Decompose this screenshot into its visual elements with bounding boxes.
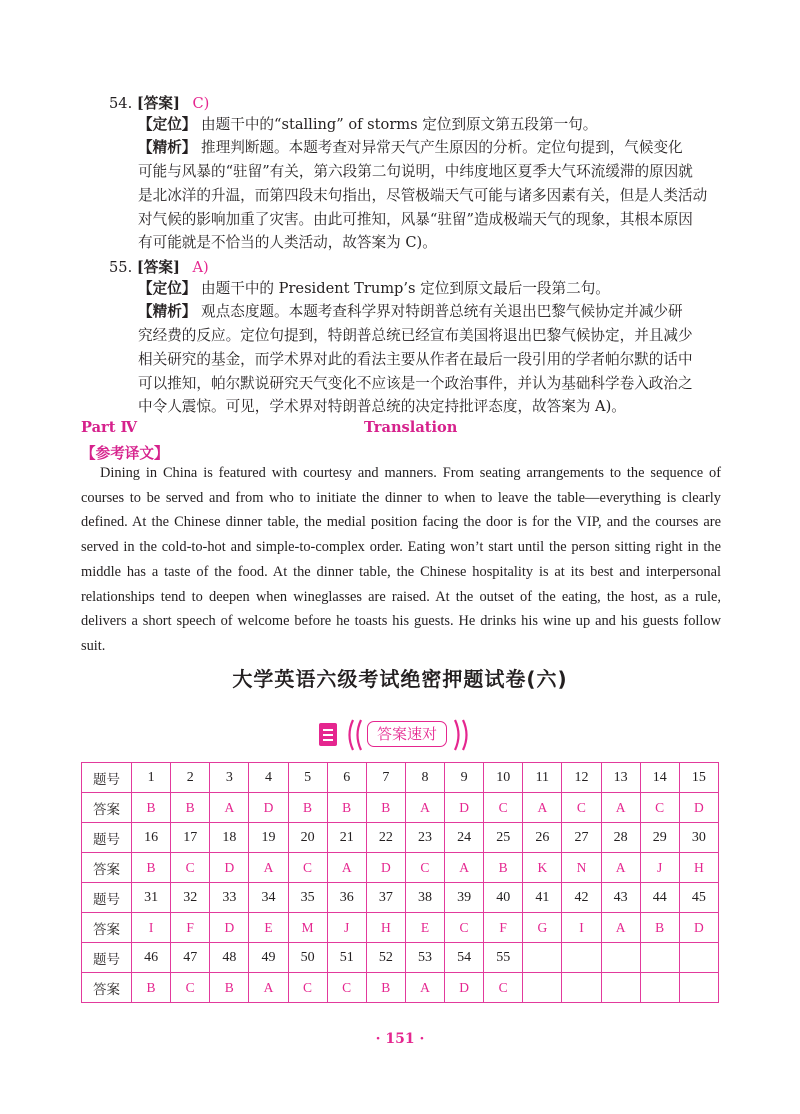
answer-cell: B bbox=[132, 793, 171, 823]
question-number-cell: 36 bbox=[327, 883, 366, 913]
q55-analysis-line: 究经费的反应。定位句提到，特朗普总统已经宣布美国将退出巴黎气候协定，并且减少 bbox=[138, 327, 693, 344]
q54-number: 54. bbox=[109, 95, 133, 112]
page-number: · 151 · bbox=[375, 1031, 425, 1047]
document-icon bbox=[317, 721, 341, 749]
answer-cell: C bbox=[171, 973, 210, 1003]
answer-cell: F bbox=[484, 913, 523, 943]
answer-cell: B bbox=[366, 973, 405, 1003]
q54-header bbox=[109, 92, 209, 113]
question-number-cell: 2 bbox=[171, 763, 210, 793]
question-number-cell: 6 bbox=[327, 763, 366, 793]
question-number-cell: 33 bbox=[210, 883, 249, 913]
part-label: Part Ⅳ bbox=[81, 419, 138, 436]
q54-analysis-line: 可能与风暴的“驻留”有关，第六段第二句说明，中纬度地区夏季大气环流缓滞的原因就 bbox=[138, 163, 693, 180]
answer-table bbox=[81, 762, 719, 1003]
answer-cell: B bbox=[171, 793, 210, 823]
question-number-cell: 13 bbox=[601, 763, 640, 793]
answer-cell: C bbox=[288, 853, 327, 883]
question-number-cell: 16 bbox=[132, 823, 171, 853]
answer-cell: J bbox=[640, 853, 679, 883]
answer-cell: A bbox=[327, 853, 366, 883]
answer-cell: C bbox=[327, 973, 366, 1003]
question-number-cell bbox=[523, 943, 562, 973]
question-number-cell: 32 bbox=[171, 883, 210, 913]
answer-cell: E bbox=[249, 913, 288, 943]
q55-answer-tag: [答案] bbox=[136, 259, 180, 276]
question-number-cell: 49 bbox=[249, 943, 288, 973]
question-number-cell: 1 bbox=[132, 763, 171, 793]
answer-row bbox=[82, 793, 719, 823]
question-number-cell: 35 bbox=[288, 883, 327, 913]
answer-cell: A bbox=[405, 973, 444, 1003]
q54-locate-tag: 【定位】 bbox=[138, 116, 197, 133]
answer-cell: B bbox=[210, 973, 249, 1003]
question-number-cell: 20 bbox=[288, 823, 327, 853]
question-number-cell: 39 bbox=[445, 883, 484, 913]
question-number-cell: 31 bbox=[132, 883, 171, 913]
question-number-cell: 38 bbox=[405, 883, 444, 913]
q55-number: 55. bbox=[109, 259, 133, 276]
q54-analysis-line: 对气候的影响加重了灾害。由此可推知，风暴“驻留”造成极端天气的现象，其根本原因 bbox=[138, 211, 693, 228]
question-number-cell: 8 bbox=[405, 763, 444, 793]
answer-cell bbox=[562, 973, 601, 1003]
question-number-cell: 47 bbox=[171, 943, 210, 973]
q54-locate bbox=[138, 115, 597, 135]
question-number-cell: 55 bbox=[484, 943, 523, 973]
q55-analysis-line: 可以推知，帕尔默说研究天气变化不应该是一个政治事件，并认为基础科学卷入政治之 bbox=[138, 375, 693, 392]
answer-cell: M bbox=[288, 913, 327, 943]
answer-cell: D bbox=[366, 853, 405, 883]
answer-cell: B bbox=[132, 853, 171, 883]
answer-cell: A bbox=[601, 793, 640, 823]
q55-analysis-line bbox=[138, 302, 683, 322]
answer-cell: A bbox=[523, 793, 562, 823]
exam-title: 大学英语六级考试绝密押题试卷(六) bbox=[232, 667, 568, 691]
answer-cell: B bbox=[484, 853, 523, 883]
question-number-row bbox=[82, 943, 719, 973]
answer-cell: A bbox=[601, 853, 640, 883]
answer-cell: D bbox=[679, 793, 718, 823]
answer-cell: B bbox=[366, 793, 405, 823]
q55-locate-tag: 【定位】 bbox=[138, 280, 197, 297]
q54-analysis-line bbox=[138, 138, 683, 158]
answer-cell: G bbox=[523, 913, 562, 943]
quick-answers-label: 答案速对 bbox=[376, 725, 437, 743]
question-number-cell: 42 bbox=[562, 883, 601, 913]
question-number-cell: 19 bbox=[249, 823, 288, 853]
question-number-cell: 3 bbox=[210, 763, 249, 793]
question-number-cell: 34 bbox=[249, 883, 288, 913]
answer-cell: N bbox=[562, 853, 601, 883]
answer-cell: D bbox=[679, 913, 718, 943]
question-number-cell: 27 bbox=[562, 823, 601, 853]
question-number-cell: 21 bbox=[327, 823, 366, 853]
question-number-cell: 50 bbox=[288, 943, 327, 973]
question-number-cell: 48 bbox=[210, 943, 249, 973]
question-number-cell: 26 bbox=[523, 823, 562, 853]
answer-cell: A bbox=[210, 793, 249, 823]
answer-cell bbox=[601, 973, 640, 1003]
answer-label: 答案 bbox=[82, 793, 132, 823]
q54-locate-text: 由题干中的“stalling” of storms 定位到原文第五段第一句。 bbox=[201, 116, 598, 133]
question-number-cell: 43 bbox=[601, 883, 640, 913]
left-bracket-ornament-icon bbox=[343, 718, 365, 752]
answer-cell: C bbox=[445, 913, 484, 943]
question-number-cell: 15 bbox=[679, 763, 718, 793]
question-number-cell: 51 bbox=[327, 943, 366, 973]
answer-label: 答案 bbox=[82, 973, 132, 1003]
question-number-label: 题号 bbox=[82, 763, 132, 793]
question-number-cell bbox=[679, 943, 718, 973]
question-number-row bbox=[82, 883, 719, 913]
answer-cell: D bbox=[249, 793, 288, 823]
answer-cell: A bbox=[601, 913, 640, 943]
q55-analysis-line: 中令人震惊。可见，学术界对特朗普总统的决定持批评态度，故答案为 A)。 bbox=[138, 398, 626, 415]
question-number-cell bbox=[640, 943, 679, 973]
answer-cell bbox=[523, 973, 562, 1003]
answer-cell: D bbox=[210, 853, 249, 883]
question-number-cell: 22 bbox=[366, 823, 405, 853]
answer-cell: B bbox=[327, 793, 366, 823]
answer-cell: C bbox=[484, 793, 523, 823]
question-number-cell: 24 bbox=[445, 823, 484, 853]
question-number-cell: 52 bbox=[366, 943, 405, 973]
question-number-cell: 23 bbox=[405, 823, 444, 853]
question-number-cell: 7 bbox=[366, 763, 405, 793]
answer-cell: D bbox=[445, 793, 484, 823]
question-number-cell: 14 bbox=[640, 763, 679, 793]
question-number-cell: 28 bbox=[601, 823, 640, 853]
right-bracket-ornament-icon bbox=[451, 718, 473, 752]
q55-answer: A) bbox=[192, 259, 209, 276]
answer-cell: D bbox=[210, 913, 249, 943]
question-number-label: 题号 bbox=[82, 883, 132, 913]
question-number-cell: 9 bbox=[445, 763, 484, 793]
question-number-cell: 17 bbox=[171, 823, 210, 853]
answer-cell: C bbox=[562, 793, 601, 823]
question-number-cell: 10 bbox=[484, 763, 523, 793]
question-number-cell: 30 bbox=[679, 823, 718, 853]
translation-paragraph: Dining in China is featured with courtesy and manners. From seating arrangements to the sequence of courses to be served and from who to initiate the dinner to when to leave the table—everything is clearly defined. At the Chinese dinner table, the medial position facing the door is for the VIP, and the courses are served in the cold-to-hot and simple-to-complex order. Eating won’t start until the person sitting right in the middle has a taste of the food. At the dinner table, the Chinese hospitality is at its best and interpersonal relationships tend to deepen when wineglasses are raised. At the outset of the eating, the host, as a rule, delivers a short speech of welcome before he toasts his guests. He drinks his wine up and his guests follow suit. bbox=[81, 465, 721, 654]
question-number-cell: 44 bbox=[640, 883, 679, 913]
answer-cell: F bbox=[171, 913, 210, 943]
answer-cell bbox=[640, 973, 679, 1003]
answer-cell: J bbox=[327, 913, 366, 943]
reference-translation-tag: 【参考译文】 bbox=[81, 445, 169, 462]
question-number-cell: 41 bbox=[523, 883, 562, 913]
q55-analysis-tag: 【精析】 bbox=[138, 303, 197, 320]
q55-analysis-text: 观点态度题。本题考查科学界对特朗普总统有关退出巴黎气候协定并减少研 bbox=[201, 303, 683, 320]
answer-cell: B bbox=[132, 973, 171, 1003]
answer-cell: C bbox=[484, 973, 523, 1003]
question-number-cell: 18 bbox=[210, 823, 249, 853]
question-number-cell: 53 bbox=[405, 943, 444, 973]
question-number-cell: 5 bbox=[288, 763, 327, 793]
q54-analysis-line: 有可能就是不恰当的人类活动，故答案为 C)。 bbox=[138, 234, 437, 251]
answer-cell: A bbox=[249, 973, 288, 1003]
question-number-label: 题号 bbox=[82, 943, 132, 973]
q54-answer-tag: [答案] bbox=[136, 95, 180, 112]
question-number-cell: 4 bbox=[249, 763, 288, 793]
q55-analysis-line: 相关研究的基金，而学术界对此的看法主要从作者在最后一段引用的学者帕尔默的话中 bbox=[138, 351, 693, 368]
answer-cell: C bbox=[640, 793, 679, 823]
question-number-cell: 12 bbox=[562, 763, 601, 793]
answer-cell: E bbox=[405, 913, 444, 943]
section-heading: Translation bbox=[364, 419, 458, 436]
q54-answer: C) bbox=[192, 95, 210, 112]
answer-cell: H bbox=[679, 853, 718, 883]
quick-answers-banner bbox=[317, 718, 485, 752]
question-number-cell: 25 bbox=[484, 823, 523, 853]
answer-cell: A bbox=[249, 853, 288, 883]
answer-cell: I bbox=[562, 913, 601, 943]
question-number-cell: 45 bbox=[679, 883, 718, 913]
q54-analysis-text: 推理判断题。本题考查对异常天气产生原因的分析。定位句提到，气候变化 bbox=[201, 139, 683, 156]
question-number-cell bbox=[601, 943, 640, 973]
answer-cell: C bbox=[288, 973, 327, 1003]
answer-label: 答案 bbox=[82, 853, 132, 883]
answer-row bbox=[82, 853, 719, 883]
answer-cell: B bbox=[640, 913, 679, 943]
answer-cell: C bbox=[405, 853, 444, 883]
answer-row bbox=[82, 973, 719, 1003]
q54-analysis-tag: 【精析】 bbox=[138, 139, 197, 156]
answer-cell: C bbox=[171, 853, 210, 883]
question-number-cell: 29 bbox=[640, 823, 679, 853]
question-number-cell: 11 bbox=[523, 763, 562, 793]
question-number-cell: 46 bbox=[132, 943, 171, 973]
q55-locate-text: 由题干中的 President Trump’s 定位到原文最后一段第二句。 bbox=[201, 280, 610, 297]
q55-locate bbox=[138, 279, 610, 299]
question-number-row bbox=[82, 823, 719, 853]
question-number-label: 题号 bbox=[82, 823, 132, 853]
answer-cell bbox=[679, 973, 718, 1003]
question-number-cell: 37 bbox=[366, 883, 405, 913]
q55-header bbox=[109, 256, 209, 277]
answer-cell: B bbox=[288, 793, 327, 823]
answer-cell: K bbox=[523, 853, 562, 883]
answer-cell: I bbox=[132, 913, 171, 943]
question-number-cell bbox=[562, 943, 601, 973]
quick-answers-box bbox=[367, 721, 447, 747]
answer-cell: A bbox=[445, 853, 484, 883]
question-number-row bbox=[82, 763, 719, 793]
answer-label: 答案 bbox=[82, 913, 132, 943]
answer-cell: A bbox=[405, 793, 444, 823]
question-number-cell: 40 bbox=[484, 883, 523, 913]
answer-cell: H bbox=[366, 913, 405, 943]
question-number-cell: 54 bbox=[445, 943, 484, 973]
answer-row bbox=[82, 913, 719, 943]
q54-analysis-line: 是北冰洋的升温，而第四段末句指出，尽管极端天气可能与诸多因素有关，但是人类活动 bbox=[138, 187, 708, 204]
answer-cell: D bbox=[445, 973, 484, 1003]
